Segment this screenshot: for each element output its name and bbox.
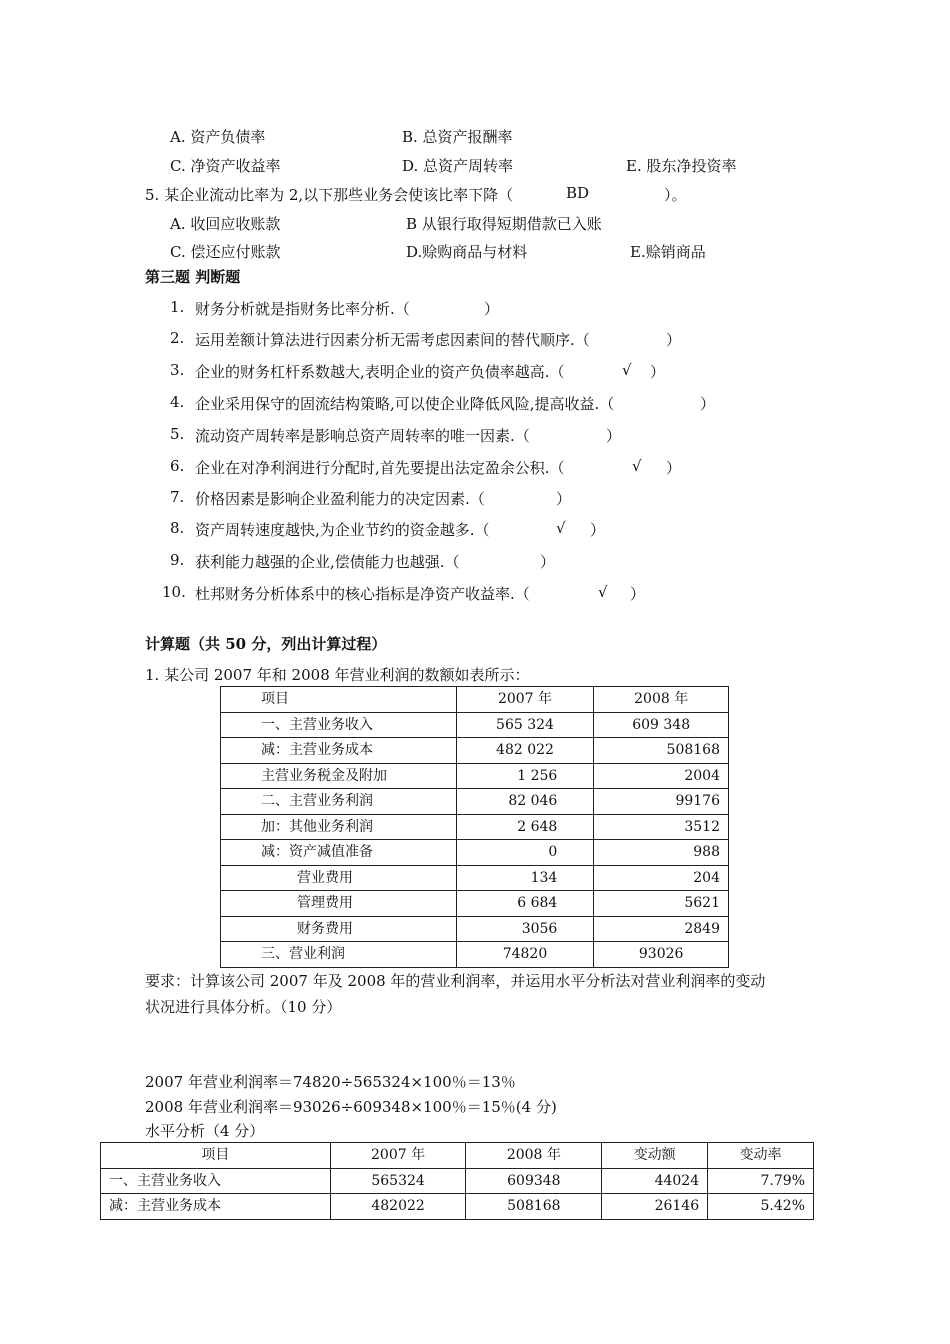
table-cell: 1 256: [456, 763, 594, 789]
calc-q1-intro: 1. 某公司 2007 年和 2008 年营业利润的数额如表所示：: [145, 666, 530, 684]
option-a: A. 资产负债率: [170, 128, 266, 146]
table-cell: 6 684: [456, 891, 594, 917]
option-b: B. 总资产报酬率: [402, 128, 513, 146]
table-cell: 管理费用: [221, 891, 457, 917]
table-row: [221, 763, 729, 789]
table-cell: 5.42%: [708, 1194, 814, 1220]
table-row: [221, 916, 729, 942]
table-cell: 一、主营业务收入: [221, 712, 457, 738]
table-row: [221, 865, 729, 891]
table-row: [221, 942, 729, 968]
q5-answer: BD: [566, 184, 590, 202]
judge-num: 3.: [170, 361, 185, 379]
table-cell: 2849: [594, 916, 729, 942]
judge-num: 7.: [170, 488, 185, 506]
table-cell: 减：资产减值准备: [221, 840, 457, 866]
judge-close: ）: [666, 459, 682, 477]
judge-text: 运用差额计算法进行因素分析无需考虑因素间的替代顺序.（: [195, 331, 590, 349]
judge-close: ）: [666, 331, 682, 349]
table-cell: 3056: [456, 916, 594, 942]
table-cell: 44024: [602, 1168, 708, 1194]
table-header: 2007 年: [330, 1143, 466, 1169]
judge-text: 获利能力越强的企业,偿债能力也越强.（: [195, 553, 460, 571]
judge-text: 财务分析就是指财务比率分析.（: [195, 300, 410, 318]
table-cell: 三、营业利润: [221, 942, 457, 968]
table-cell: 5621: [594, 891, 729, 917]
table-header: 2008 年: [466, 1143, 602, 1169]
requirement-line2: 状况进行具体分析。（10 分）: [145, 998, 342, 1016]
table-cell: 主营业务税金及附加: [221, 763, 457, 789]
table-header-row: [221, 687, 729, 713]
judge-close: ）: [556, 490, 572, 508]
judge-close: ）: [540, 553, 556, 571]
calc-title: 计算题（共 50 分，列出计算过程）: [145, 635, 387, 653]
table-cell: 二、主营业务利润: [221, 789, 457, 815]
table-header: 项目: [101, 1143, 331, 1169]
table-cell: 134: [456, 865, 594, 891]
section3-title: 第三题 判断题: [145, 268, 241, 286]
judge-text: 流动资产周转率是影响总资产周转率的唯一因素.（: [195, 427, 530, 445]
table-cell: 减：主营业务成本: [101, 1194, 331, 1220]
judge-num: 10.: [162, 583, 186, 601]
judge-mark: √: [632, 457, 642, 475]
judge-text: 企业在对净利润进行分配时,首先要提出法定盈余公积.（: [195, 459, 565, 477]
answer-line1: 2007 年营业利润率＝74820÷565324×100％＝13％: [145, 1073, 516, 1091]
table-cell: 7.79%: [708, 1168, 814, 1194]
table-header: 变动率: [708, 1143, 814, 1169]
table-row: [221, 891, 729, 917]
table-cell: 财务费用: [221, 916, 457, 942]
table-cell: 988: [594, 840, 729, 866]
answer-line2: 2008 年营业利润率＝93026÷609348×100％＝15％(4 分): [145, 1098, 557, 1116]
table-cell: 565324: [330, 1168, 466, 1194]
q5-option-b: B 从银行取得短期借款已入账: [406, 215, 602, 233]
table-cell: 508168: [466, 1194, 602, 1220]
table-cell: 2004: [594, 763, 729, 789]
judge-close: ）: [650, 363, 666, 381]
table-cell: 加：其他业务利润: [221, 814, 457, 840]
table-cell: 2 648: [456, 814, 594, 840]
judge-close: ）: [484, 300, 500, 318]
table-cell: 0: [456, 840, 594, 866]
judge-text: 企业的财务杠杆系数越大,表明企业的资产负债率越高.（: [195, 363, 565, 381]
table-cell: 减：主营业务成本: [221, 738, 457, 764]
table-cell: 508168: [594, 738, 729, 764]
answer-line3: 水平分析（4 分）: [145, 1122, 265, 1140]
judge-close: ）: [700, 395, 716, 413]
q5-stem: 5. 某企业流动比率为 2,以下那些业务会使该比率下降（: [145, 186, 514, 204]
judge-mark: √: [556, 519, 566, 537]
judge-text: 杜邦财务分析体系中的核心指标是净资产收益率.（: [195, 585, 530, 603]
table-cell: 482022: [330, 1194, 466, 1220]
table-header: 变动额: [602, 1143, 708, 1169]
table-row: [221, 789, 729, 815]
table-cell: 99176: [594, 789, 729, 815]
judge-num: 4.: [170, 393, 185, 411]
table-header-row: [101, 1143, 814, 1169]
judge-mark: √: [622, 361, 632, 379]
judge-num: 2.: [170, 329, 185, 347]
table-cell: 一、主营业务收入: [101, 1168, 331, 1194]
judge-num: 8.: [170, 519, 185, 537]
table-row: [101, 1194, 814, 1220]
judge-close: ）: [606, 427, 622, 445]
q5-option-d: D.赊购商品与材料: [406, 243, 528, 261]
table-cell: 74820: [456, 942, 594, 968]
table-cell: 482 022: [456, 738, 594, 764]
table-cell: 营业费用: [221, 865, 457, 891]
option-d: D. 总资产周转率: [402, 157, 514, 175]
table-header: 2007 年: [456, 687, 594, 713]
table-row: [101, 1168, 814, 1194]
option-c: C. 净资产收益率: [170, 157, 281, 175]
q5-option-e: E.赊销商品: [630, 243, 706, 261]
table-cell: 3512: [594, 814, 729, 840]
horizontal-analysis-table: [100, 1142, 814, 1220]
judge-mark: √: [598, 583, 608, 601]
table-header: 项目: [221, 687, 457, 713]
table-cell: 565 324: [456, 712, 594, 738]
table-row: [221, 712, 729, 738]
judge-num: 9.: [170, 551, 185, 569]
judge-text: 资产周转速度越快,为企业节约的资金越多.（: [195, 521, 490, 539]
table-cell: 204: [594, 865, 729, 891]
judge-num: 1.: [170, 298, 185, 316]
table-row: [221, 738, 729, 764]
q5-option-c: C. 偿还应付账款: [170, 243, 281, 261]
option-e: E. 股东净投资率: [626, 157, 737, 175]
table-cell: 609 348: [594, 712, 729, 738]
judge-close: ）: [590, 521, 606, 539]
table-row: [221, 840, 729, 866]
table-header: 2008 年: [594, 687, 729, 713]
q5-close: ）。: [664, 186, 687, 204]
table-cell: 82 046: [456, 789, 594, 815]
profit-table: [220, 686, 729, 968]
table-cell: 93026: [594, 942, 729, 968]
table-cell: 26146: [602, 1194, 708, 1220]
judge-num: 6.: [170, 457, 185, 475]
requirement-line1: 要求：计算该公司 2007 年及 2008 年的营业利润率，并运用水平分析法对营业利润率的变动: [145, 972, 766, 990]
judge-close: ）: [630, 585, 646, 603]
table-cell: 609348: [466, 1168, 602, 1194]
judge-text: 价格因素是影响企业盈利能力的决定因素.（: [195, 490, 485, 508]
table-row: [221, 814, 729, 840]
judge-num: 5.: [170, 425, 185, 443]
judge-text: 企业采用保守的固流结构策略,可以使企业降低风险,提高收益.（: [195, 395, 615, 413]
q5-option-a: A. 收回应收账款: [170, 215, 281, 233]
